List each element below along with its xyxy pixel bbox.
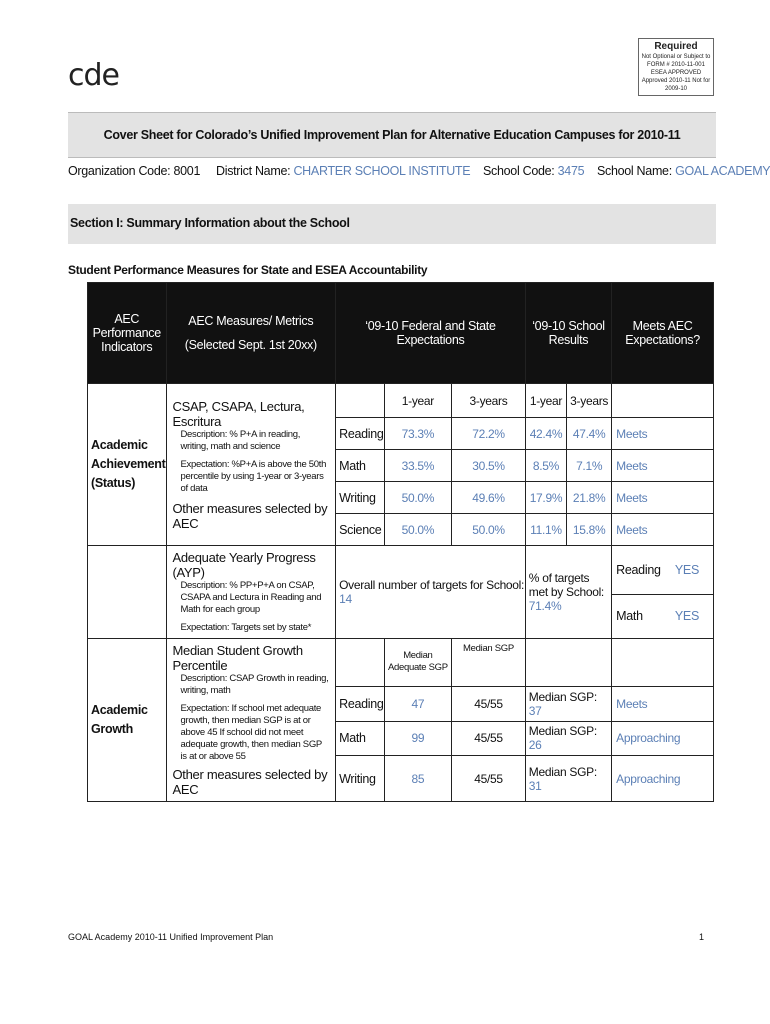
growth-measure — [166, 639, 336, 802]
growth-label: Academic Growth — [88, 639, 167, 802]
school-code: 3475 — [557, 164, 585, 178]
ayp-met — [525, 546, 611, 639]
res-3yr-header: 3-years — [567, 384, 612, 418]
adequate-sgp-header: Median Adequate SGP — [384, 639, 452, 687]
footer-title: GOAL Academy 2010-11 Unified Improvement Plan — [68, 932, 274, 942]
median-sgp-header: Median SGP — [452, 639, 526, 687]
res-1yr-value: 11.1% — [525, 514, 566, 546]
school-name-label: School Name: — [596, 164, 672, 178]
header-measures-line2: (Selected Sept. 1st 20xx) — [184, 338, 317, 352]
ayp-reading-value: YES — [674, 562, 699, 577]
meets-status: Meets — [612, 482, 714, 514]
growth-result — [525, 686, 611, 721]
exp-1yr-header: 1-year — [384, 384, 452, 418]
ayp-targets — [336, 546, 526, 639]
subject-math: Math — [336, 450, 384, 482]
adequate-sgp-value: 99 — [384, 721, 452, 756]
exp-1yr-value: 33.5% — [384, 450, 452, 482]
org-code: 8001 — [173, 164, 201, 178]
page-footer — [68, 932, 704, 942]
org-code-label: Organization Code: — [68, 164, 171, 178]
subject-science: Science — [336, 514, 384, 546]
ayp-measure — [166, 546, 336, 639]
header-meets: Meets AEC Expectations? — [612, 283, 714, 384]
res-3yr-value: 7.1% — [567, 450, 612, 482]
header-indicators: AEC Performance Indicators — [88, 283, 167, 384]
section-title: Section I: Summary Information about the School — [68, 204, 716, 244]
header-measures-line1: AEC Measures/ Metrics — [188, 314, 314, 328]
document-title: Cover Sheet for Colorado’s Unified Improvement Plan for Alternative Education Campuses for 2010-11 — [68, 112, 716, 158]
growth-other: Other measures selected by AEC — [172, 767, 328, 797]
adequate-sgp-value: 47 — [384, 686, 452, 721]
res-1yr-value: 17.9% — [525, 482, 566, 514]
res-1yr-value: 42.4% — [525, 418, 566, 450]
ayp-reading-label: Reading — [616, 562, 661, 577]
organization-info — [68, 164, 770, 178]
exp-1yr-value: 50.0% — [384, 482, 452, 514]
subject-math: Math — [336, 721, 384, 756]
ayp-targets-label: Overall number of targets for School: — [339, 578, 525, 592]
achievement-label: Academic Achievement (Status) — [88, 384, 167, 546]
cde-logo: cde — [68, 58, 119, 93]
exp-3yr-value: 49.6% — [452, 482, 526, 514]
stamp-required: Required — [654, 41, 698, 52]
achievement-other: Other measures selected by AEC — [172, 500, 328, 531]
stamp-line4: ESEA APPROVED — [650, 70, 702, 76]
ayp-expectation: Expectation: Targets set by state* — [180, 622, 312, 633]
achievement-title: CSAP, CSAPA, Lectura, Escritura — [172, 398, 305, 429]
res-3yr-value: 15.8% — [567, 514, 612, 546]
ayp-title: Adequate Yearly Progress (AYP) — [172, 550, 316, 580]
growth-result — [525, 756, 611, 802]
subject-reading: Reading — [336, 686, 384, 721]
subject-reading: Reading — [336, 418, 384, 450]
stamp-line3: FORM # 2010-11-001 — [647, 62, 705, 68]
exp-1yr-value: 50.0% — [384, 514, 452, 546]
school-code-label: School Code: — [483, 164, 555, 178]
ayp-math-label: Math — [616, 609, 643, 624]
exp-3yr-value: 30.5% — [452, 450, 526, 482]
median-sgp-result: 37 — [528, 703, 542, 718]
achievement-expectation: Expectation: %P+A is above the 50th percentile by using 1-year or 3-years of data — [180, 458, 327, 494]
subject-writing: Writing — [336, 482, 384, 514]
meets-status: Approaching — [612, 721, 714, 756]
growth-result — [525, 721, 611, 756]
header-results: ‘09-10 School Results — [525, 283, 611, 384]
ayp-math-value: YES — [674, 609, 699, 624]
meets-status: Meets — [612, 686, 714, 721]
median-sgp-value: 45/55 — [452, 756, 526, 802]
page-number: 1 — [698, 932, 704, 942]
header-measures — [166, 283, 336, 384]
district-name: CHARTER SCHOOL INSTITUTE — [293, 164, 471, 178]
meets-status: Meets — [612, 418, 714, 450]
growth-description: Description: CSAP Growth in reading, writing, math — [180, 673, 329, 696]
median-sgp-result: 26 — [528, 738, 542, 753]
median-sgp-label: Median SGP: — [528, 689, 597, 704]
achievement-description: Description: % P+A in reading, writing, math and science — [180, 428, 301, 452]
stamp-line5: Approved 2010-11 Not for 2009-10 — [641, 78, 711, 92]
res-3yr-value: 21.8% — [567, 482, 612, 514]
school-name: GOAL ACADEMY — [675, 164, 770, 178]
median-sgp-label: Median SGP: — [528, 724, 597, 739]
res-1yr-header: 1-year — [525, 384, 566, 418]
meets-status: Meets — [612, 450, 714, 482]
ayp-met-value: 71.4% — [528, 599, 562, 613]
median-sgp-result: 31 — [528, 778, 542, 793]
median-sgp-label: Median SGP: — [528, 764, 597, 779]
performance-table — [87, 282, 714, 802]
meets-status: Meets — [612, 514, 714, 546]
required-stamp — [638, 38, 714, 96]
meets-status: Approaching — [612, 756, 714, 802]
exp-3yr-value: 50.0% — [452, 514, 526, 546]
res-3yr-value: 47.4% — [567, 418, 612, 450]
ayp-targets-value: 14 — [339, 592, 352, 606]
header-expectations: ‘09-10 Federal and State Expectations — [336, 283, 526, 384]
stamp-line2: Not Optional or Subject to — [641, 54, 711, 60]
exp-1yr-value: 73.3% — [384, 418, 452, 450]
achievement-measure — [166, 384, 336, 546]
median-sgp-value: 45/55 — [452, 721, 526, 756]
adequate-sgp-value: 85 — [384, 756, 452, 802]
median-sgp-value: 45/55 — [452, 686, 526, 721]
exp-3yr-header: 3-years — [452, 384, 526, 418]
ayp-met-label: % of targets met by School: — [528, 571, 604, 599]
ayp-description: Description: % PP+P+A on CSAP, CSAPA and Lectura in Reading and Math for each group — [180, 580, 322, 615]
res-1yr-value: 8.5% — [525, 450, 566, 482]
table-subheading: Student Performance Measures for State and ESEA Accountability — [68, 263, 428, 277]
growth-expectation: Expectation: If school met adequate growth, then median SGP is at or above 45 If school did not meet adequate growth, then median SGP is at or above 55 — [180, 703, 322, 762]
subject-writing: Writing — [336, 756, 384, 802]
exp-3yr-value: 72.2% — [452, 418, 526, 450]
district-label: District Name: — [215, 164, 291, 178]
growth-title: Median Student Growth Percentile — [172, 643, 303, 673]
